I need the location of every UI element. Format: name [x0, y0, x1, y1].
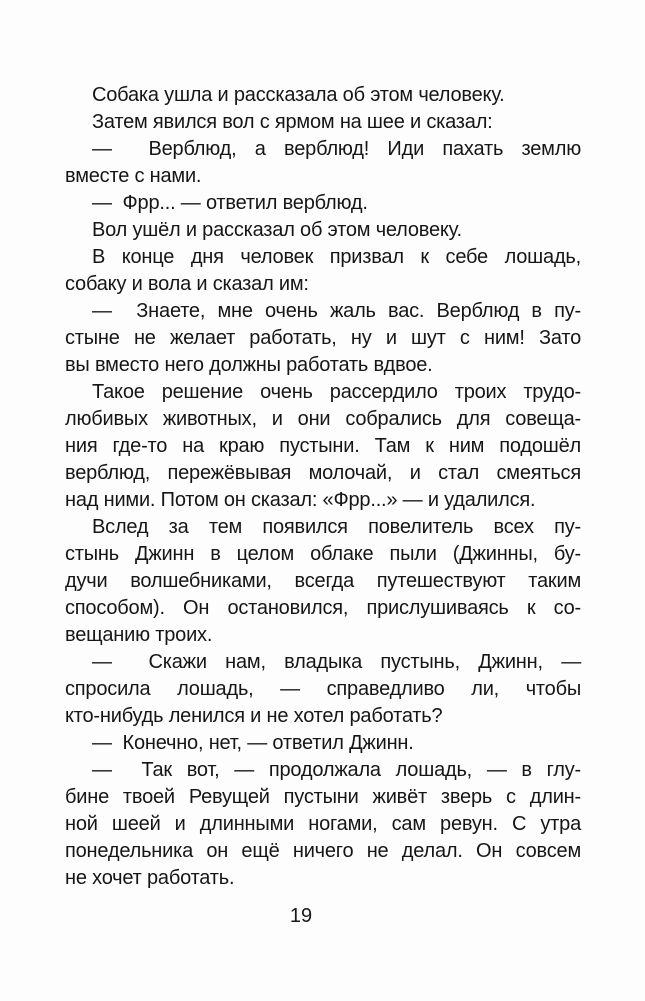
text-line: — Знаете, мне очень жаль вас. Верблюд в пу-	[92, 300, 581, 322]
text-line: ной шеей и длинными ногами, сам ревун. С утра	[65, 813, 581, 835]
text-line: ния где-то на краю пустыни. Там к ним подошёл	[65, 435, 581, 457]
text-line: Собака ушла и рассказала об этом человеку.	[92, 84, 505, 106]
text-line: Вслед за тем появился повелитель всех пу-	[92, 516, 581, 538]
text-line: — Скажи нам, владыка пустынь, Джинн, —	[92, 651, 581, 673]
text-line: собаку и вола и сказал им:	[65, 273, 309, 295]
paragraph	[65, 136, 581, 190]
text-line: В конце дня человек призвал к себе лошадь,	[92, 246, 581, 268]
paragraph	[65, 379, 581, 514]
paragraph	[65, 298, 581, 379]
text-line: — Верблюд, а верблюд! Иди пахать землю	[92, 138, 581, 160]
text-line: понедельника он ещё ничего не делал. Он совсем	[65, 840, 581, 862]
text-line: Такое решение очень рассердило троих трудо-	[92, 381, 581, 403]
text-line: — Так вот, — продолжала лошадь, — в глу-	[92, 759, 581, 781]
text-line: — Фрр... — ответил верблюд.	[92, 192, 368, 214]
text-line: стынь Джинн в целом облаке пыли (Джинны, бу-	[65, 543, 581, 565]
text-line: способом). Он остановился, прислушиваясь к со-	[65, 597, 581, 619]
paragraph	[65, 217, 581, 244]
text-block	[65, 82, 581, 892]
text-line: Вол ушёл и рассказал об этом человеку.	[92, 219, 462, 241]
paragraph	[65, 514, 581, 649]
paragraph	[65, 190, 581, 217]
text-line: стыне не желает работать, ну и шут с ним! Зато	[65, 327, 581, 349]
text-line: над ними. Потом он сказал: «Фрр...» — и удалился.	[65, 489, 536, 511]
text-line: — Конечно, нет, — ответил Джинн.	[92, 732, 414, 754]
text-line: верблюд, пережёвывая молочай, и стал смеяться	[65, 462, 581, 484]
paragraph	[65, 757, 581, 892]
text-line: вы вместо него должны работать вдвое.	[65, 354, 433, 376]
text-line: дучи волшебниками, всегда путешествуют таким	[65, 570, 581, 592]
text-line: спросила лошадь, — справедливо ли, чтобы	[65, 678, 581, 700]
text-line: бине твоей Ревущей пустыни живёт зверь с длин-	[65, 786, 581, 808]
text-line: Затем явился вол с ярмом на шее и сказал:	[92, 111, 493, 133]
paragraph	[65, 730, 581, 757]
page-number: 19	[289, 905, 313, 927]
text-line: вместе с нами.	[65, 165, 202, 187]
paragraph	[65, 109, 581, 136]
text-line: не хочет работать.	[65, 867, 235, 889]
text-line: любивых животных, и они собрались для совеща-	[65, 408, 581, 430]
text-line: вещанию троих.	[65, 624, 213, 646]
paragraph	[65, 82, 581, 109]
text-line: кто-нибудь ленился и не хотел работать?	[65, 705, 443, 727]
paragraph	[65, 244, 581, 298]
paragraph	[65, 649, 581, 730]
